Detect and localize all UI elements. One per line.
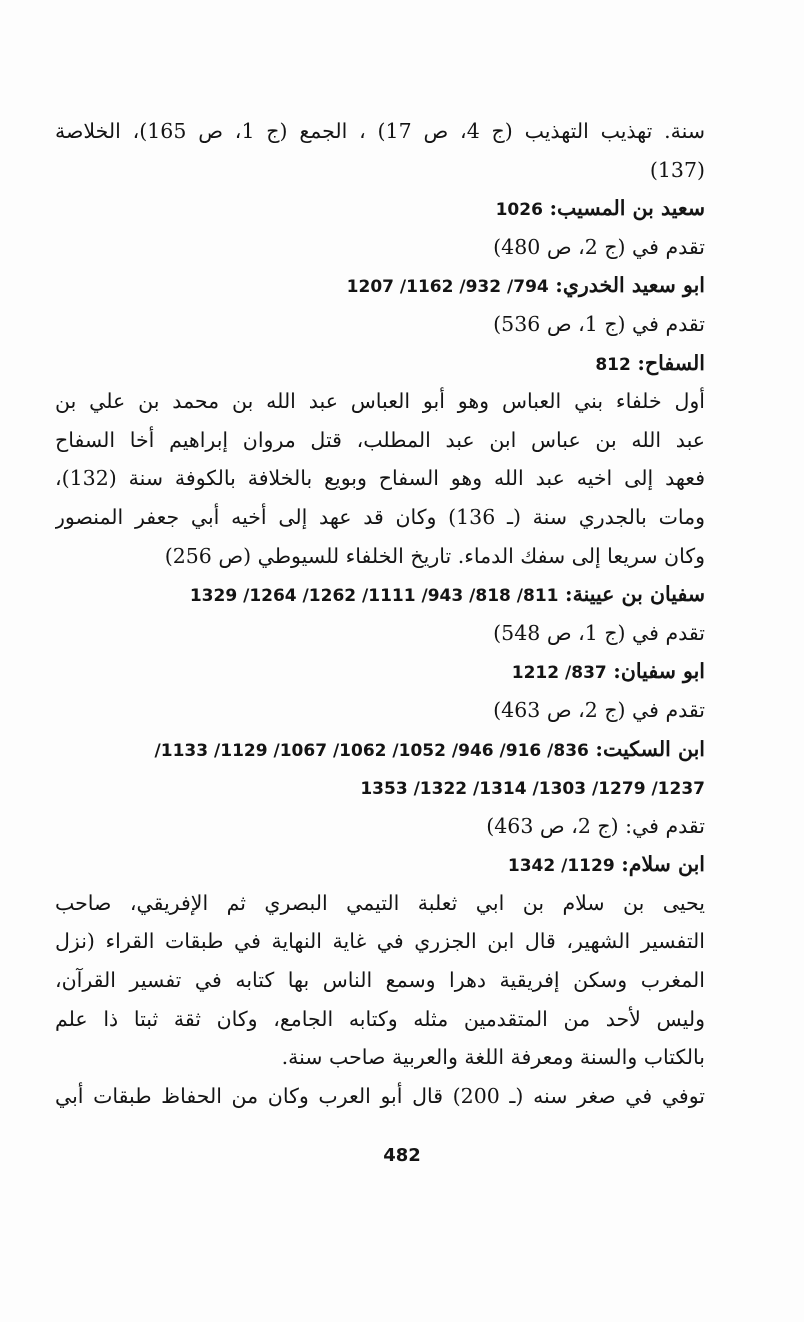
text-line: يحيى بن سلام بن ابي ثعلبة التيمي البصري ثم الإفريقي، صاحب	[55, 890, 705, 915]
entry-name: ابو سفيان:	[613, 659, 705, 684]
text-line: فعهد إلى اخيه عبد الله وهو السفاح وبويع بالخلافة بالكوفة سنة (132)،	[55, 466, 705, 491]
text-line: سنة. تهذيب التهذيب (ج 4، ص 17) ، الجمع (ج 1، ص 165)، الخلاصة	[55, 119, 705, 143]
page-body-text	[55, 112, 705, 1115]
text-line: توفي في صغر سنه (ـ 200) قال أبو العرب وكان من الحفاظ طبقات أبي	[55, 1083, 705, 1108]
index-entry	[55, 266, 705, 305]
text-line: تقدم في (ج 2، ص 463)	[493, 697, 705, 722]
text-line: ومات بالجدري سنة (ـ 136) وكان قد عهد إلى أخيه أبي جعفر المنصور	[55, 504, 705, 529]
entry-page-references: 812	[595, 354, 631, 375]
text-line: وليس لأحد من المتقدمين مثله وكتابه الجامع، وكان ثقة ثبتا ذا علم	[55, 1006, 705, 1031]
entry-name: سعيد بن المسيب:	[549, 196, 705, 221]
entry-page-references: 794/ 932/ 1162/ 1207	[346, 277, 549, 298]
entry-page-references: 1026	[495, 200, 543, 221]
text-line: تقدم في: (ج 2، ص 463)	[486, 813, 705, 838]
entry-page-references-continued	[55, 768, 705, 807]
text-line: تقدم في (ج 2، ص 480)	[493, 234, 705, 259]
entry-page-references: 1129/ 1342	[507, 856, 615, 877]
entry-page-references: 837/ 1212	[511, 663, 607, 684]
text-line: تقدم في (ج 1، ص 536)	[493, 311, 705, 336]
entry-name: سفيان بن عيينة:	[565, 582, 705, 607]
index-entry	[55, 730, 705, 769]
entry-name: السفاح:	[637, 350, 705, 375]
text-line: وكان سريعا إلى سفك الدماء. تاريخ الخلفاء للسيوطي (ص 256)	[164, 543, 705, 568]
text-line: (137)	[649, 157, 705, 182]
text-line: عبد الله بن عباس ابن عبد المطلب، قتل مروان إبراهيم أخا السفاح	[55, 427, 705, 452]
text-line: بالكتاب والسنة ومعرفة اللغة والعربية صاحب سنة.	[281, 1045, 705, 1070]
entry-name: ابن سلام:	[621, 852, 705, 877]
entry-name: ابو سعيد الخدري:	[555, 273, 705, 298]
text-line: تقدم في (ج 1، ص 548)	[493, 620, 705, 645]
index-entry	[55, 575, 705, 614]
text-line: أول خلفاء بني العباس وهو أبو العباس عبد الله بن محمد بن علي بن	[55, 389, 705, 414]
entry-page-references: 811/ 818/ 943/ 1111/ 1262/ 1264/ 1329	[189, 586, 559, 607]
entry-page-references: 836/ 916/ 946/ 1052/ 1062/ 1067/ 1129/ 1133/	[154, 740, 589, 761]
entry-page-references: 1237/ 1279/ 1303/ 1314/ 1322/ 1353	[360, 779, 705, 800]
text-line: المغرب وسكن إفريقية دهرا وسمع الناس بها كتابه في تفسير القرآن،	[55, 968, 705, 993]
entry-name: ابن السكيت:	[595, 736, 705, 761]
index-entry	[55, 344, 705, 383]
page-number: 482	[383, 1145, 421, 1166]
text-line: التفسير الشهير، قال ابن الجزري في غاية النهاية في طبقات القراء (نزل	[55, 929, 705, 954]
index-entry	[55, 845, 705, 884]
index-entry	[55, 189, 705, 228]
index-entry	[55, 652, 705, 691]
